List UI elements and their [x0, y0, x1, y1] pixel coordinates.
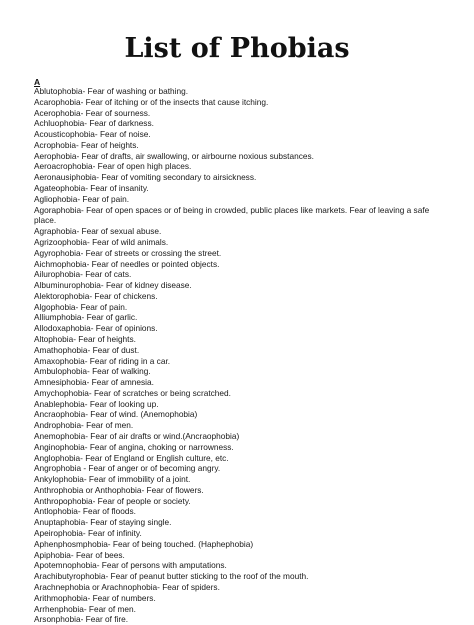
phobia-entry: Amychophobia- Fear of scratches or being scratched.	[34, 387, 231, 398]
phobia-entry: Anuptaphobia- Fear of staying single.	[34, 517, 172, 528]
phobia-entry: Arrhenphobia- Fear of men.	[34, 603, 136, 614]
phobia-entry: Anemophobia- Fear of air drafts or wind.(Ancraophobia)	[34, 431, 240, 441]
phobia-entry: Altophobia- Fear of heights.	[34, 333, 136, 344]
phobia-entry: Achluophobia- Fear of darkness.	[34, 118, 154, 129]
phobia-entry: Albuminurophobia- Fear of kidney disease.	[34, 280, 192, 291]
page-title: List of Phobias	[124, 33, 350, 64]
phobia-list	[34, 86, 442, 625]
phobia-entry: Agyrophobia- Fear of streets or crossing the street.	[34, 247, 222, 258]
phobia-entry: Aeroacrophobia- Fear of open high places.	[34, 161, 192, 172]
phobia-entry: Arithmophobia- Fear of numbers.	[34, 592, 156, 603]
phobia-entry: Alektorophobia- Fear of chickens.	[34, 290, 158, 301]
phobia-entry: Agliophobia- Fear of pain.	[34, 193, 130, 204]
phobia-entry: Anglophobia- Fear of England or English culture, etc.	[34, 452, 229, 463]
phobia-entry: Allodoxaphobia- Fear of opinions.	[34, 323, 158, 334]
phobia-entry: Apotemnophobia- Fear of persons with amputations.	[34, 560, 227, 571]
phobia-entry: Ablutophobia- Fear of washing or bathing.	[34, 86, 189, 96]
phobia-entry: Apeirophobia- Fear of infinity.	[34, 528, 142, 539]
phobia-entry: Aichmophobia- Fear of needles or pointed objects.	[34, 258, 220, 269]
phobia-entry: Algophobia- Fear of pain.	[34, 301, 128, 312]
phobia-entry: Ankylophobia- Fear of immobility of a joint.	[34, 474, 191, 485]
phobia-entry: Acerophobia- Fear of sourness.	[34, 107, 151, 118]
phobia-entry: Anthropophobia- Fear of people or society.	[34, 495, 191, 506]
phobia-entry: Ancraophobia- Fear of wind. (Anemophobia)	[34, 409, 198, 420]
phobia-entry: Amnesiphobia- Fear of amnesia.	[34, 377, 154, 388]
phobia-entry: Amathophobia- Fear of dust.	[34, 344, 140, 355]
phobia-entry: Ailurophobia- Fear of cats.	[34, 269, 132, 280]
phobia-entry: Amaxophobia- Fear of riding in a car.	[34, 355, 171, 366]
section-heading-letter: A	[34, 77, 41, 87]
phobia-entry: Apiphobia- Fear of bees.	[34, 549, 125, 560]
phobia-entry: Ambulophobia- Fear of walking.	[34, 366, 151, 377]
phobia-entry: Agraphobia- Fear of sexual abuse.	[34, 226, 162, 237]
phobia-entry: Anablephobia- Fear of looking up.	[34, 398, 159, 409]
phobia-entry: Agoraphobia- Fear of open spaces or of being in crowded, public places like markets. Fear of leaving a safe place.	[34, 204, 430, 226]
phobia-entry: Aphenphosmphobia- Fear of being touched. (Haphephobia)	[34, 538, 254, 549]
phobia-entry: Angrophobia - Fear of anger or of becoming angry.	[34, 463, 221, 474]
phobia-entry: Arachibutyrophobia- Fear of peanut butter sticking to the roof of the mouth.	[34, 571, 309, 582]
phobia-entry: Agrizoophobia- Fear of wild animals.	[34, 236, 169, 247]
phobia-entry: Agateophobia- Fear of insanity.	[34, 183, 149, 194]
phobia-entry: Aeronausiphobia- Fear of vomiting secondary to airsickness.	[34, 172, 257, 183]
phobia-entry: Alliumphobia- Fear of garlic.	[34, 312, 138, 323]
phobia-entry: Anginophobia- Fear of angina, choking or narrowness.	[34, 441, 234, 452]
phobia-entry: Androphobia- Fear of men.	[34, 420, 134, 431]
phobia-entry: Antlophobia- Fear of floods.	[34, 506, 136, 517]
phobia-entry: Acousticophobia- Fear of noise.	[34, 129, 151, 140]
phobia-entry: Acrophobia- Fear of heights.	[34, 139, 139, 150]
phobia-entry: Arsonphobia- Fear of fire.	[34, 614, 129, 625]
phobia-entry: Acarophobia- Fear of itching or of the insects that cause itching.	[34, 96, 269, 107]
phobia-entry: Aerophobia- Fear of drafts, air swallowing, or airbourne noxious substances.	[34, 150, 314, 161]
phobia-entry: Arachnephobia or Arachnophobia- Fear of spiders.	[34, 581, 220, 592]
phobia-entry: Anthrophobia or Anthophobia- Fear of flowers.	[34, 484, 204, 495]
